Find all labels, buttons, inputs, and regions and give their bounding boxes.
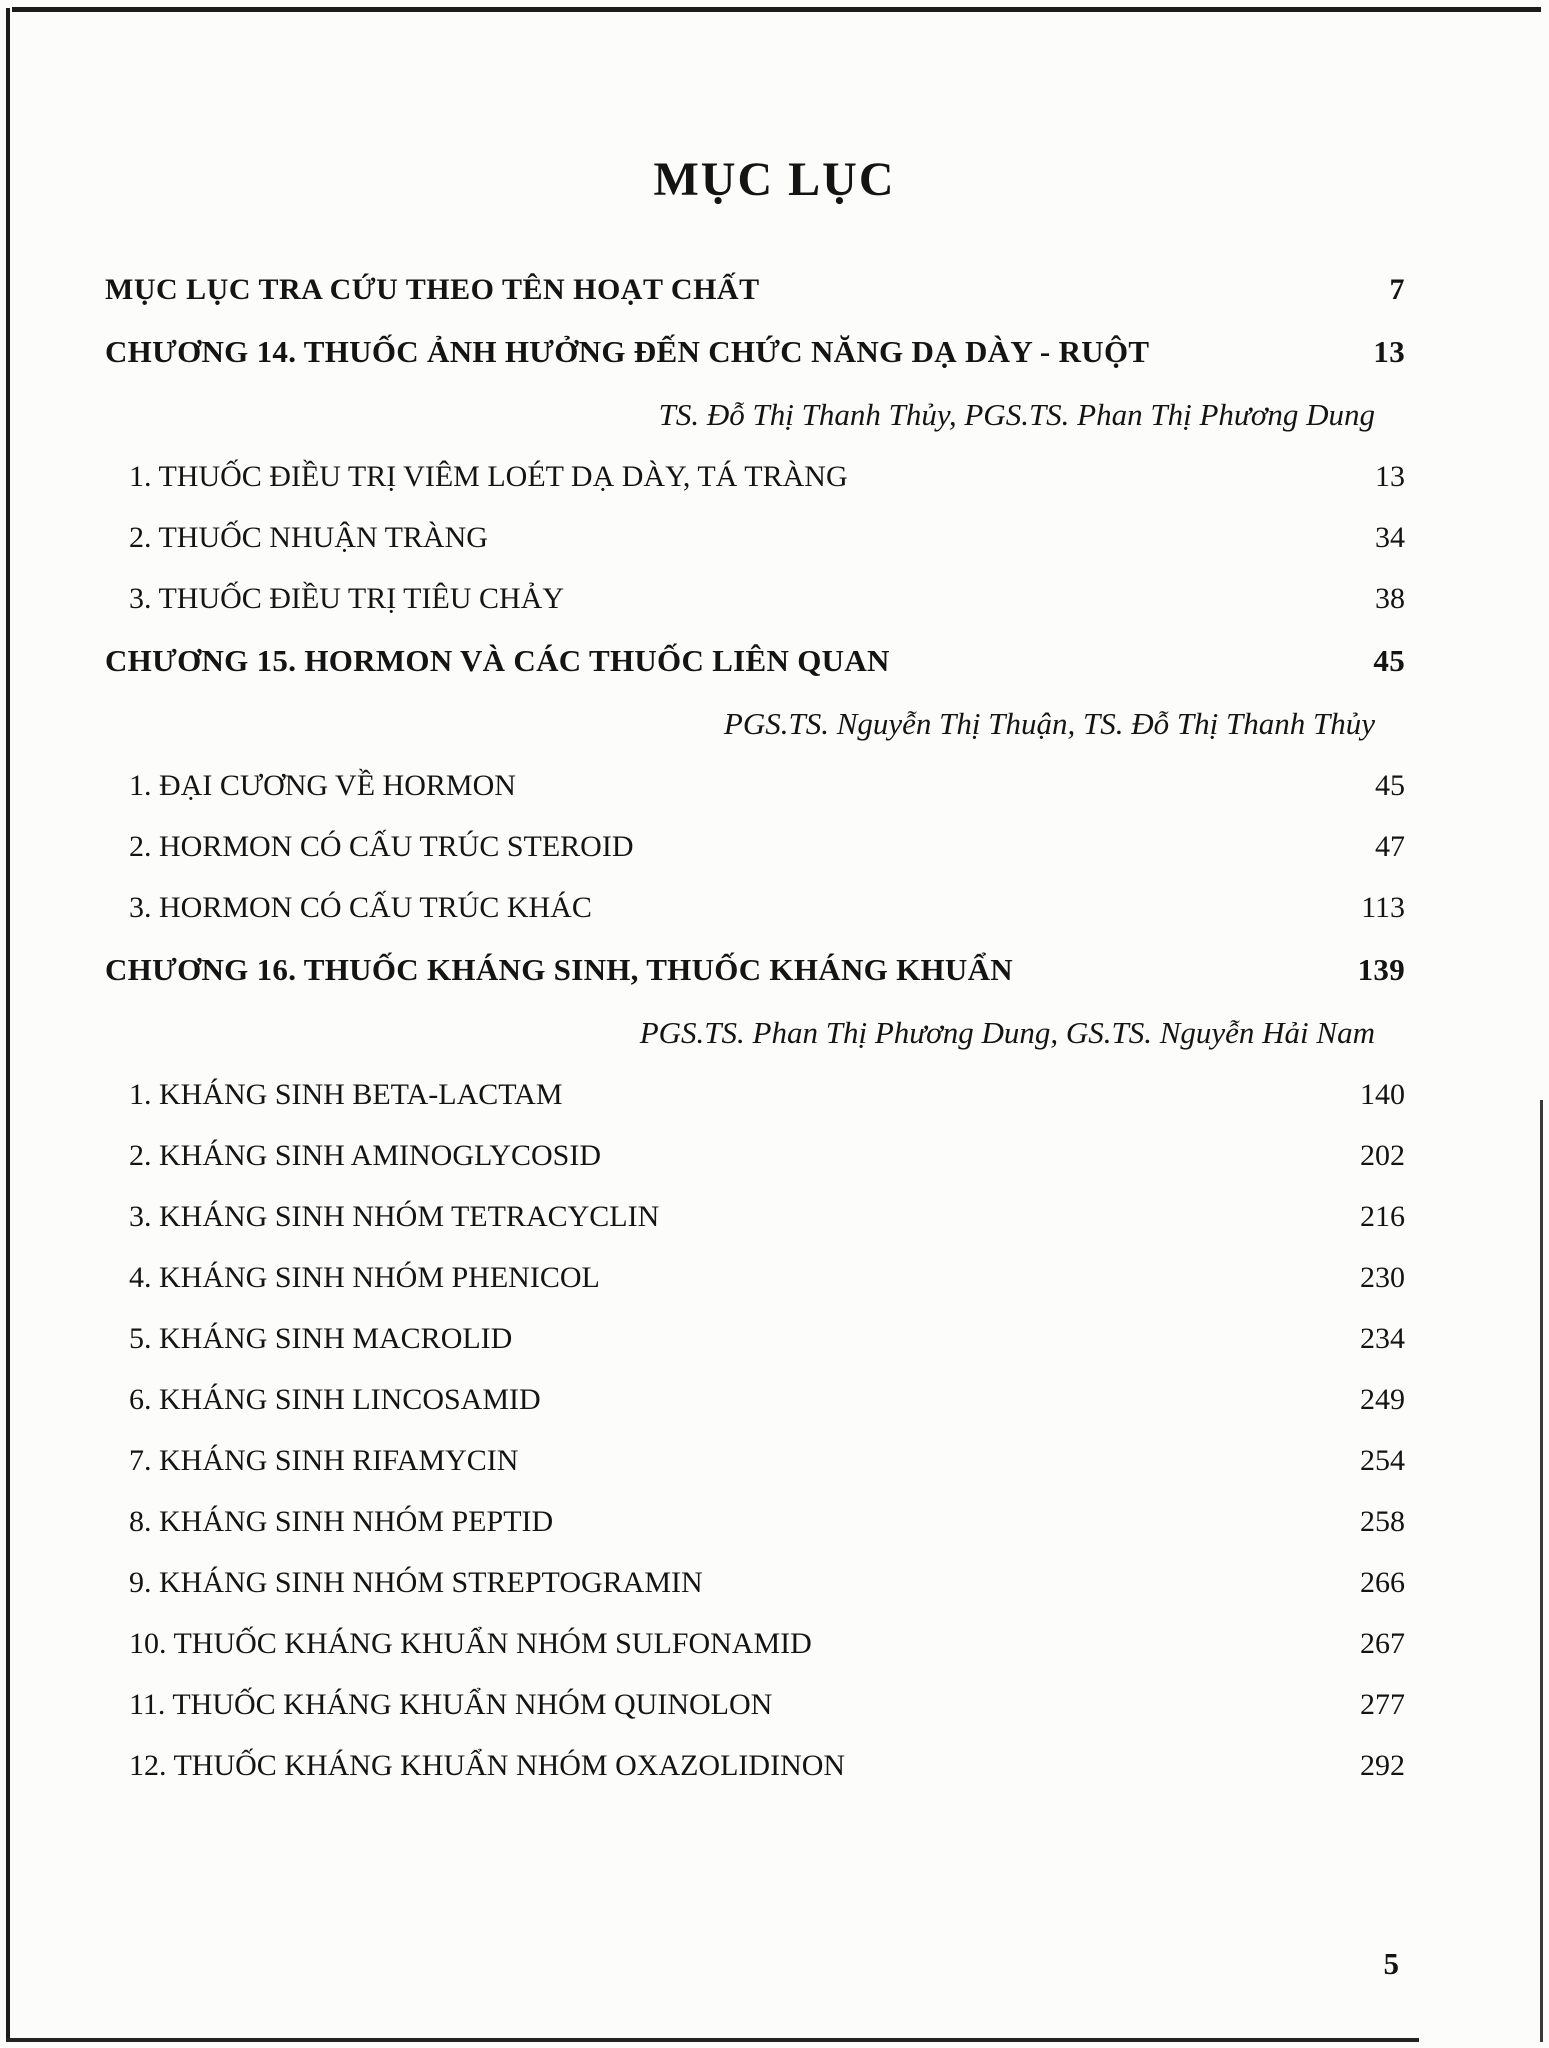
scan-edge-right [1540,1100,1543,2042]
toc-entry-page: 38 [1375,582,1405,615]
scan-edge-bottom [6,2038,1419,2042]
toc-entry-page: 34 [1375,521,1405,554]
toc-entry-label: 1. THUỐC ĐIỀU TRỊ VIÊM LOÉT DẠ DÀY, TÁ TRÀNG [129,460,848,493]
toc-entry-label: CHƯƠNG 15. HORMON VÀ CÁC THUỐC LIÊN QUAN [105,643,890,678]
toc-entry-label: 10. THUỐC KHÁNG KHUẨN NHÓM SULFONAMID [129,1627,812,1660]
page-number: 5 [1383,1946,1399,1981]
toc-entry [105,1627,1405,1661]
toc-entry-page: 267 [1360,1627,1405,1660]
toc-entry-label: 7. KHÁNG SINH RIFAMYCIN [129,1444,519,1477]
toc-entry-label: 8. KHÁNG SINH NHÓM PEPTID [129,1505,554,1538]
toc-entry [105,1505,1405,1539]
toc-entry-label: 1. ĐẠI CƯƠNG VỀ HORMON [129,769,516,802]
toc-entry-page: 139 [1357,952,1405,987]
toc-entry [105,1383,1405,1417]
toc-entry-label: 6. KHÁNG SINH LINCOSAMID [129,1383,541,1416]
toc-entry-label: 2. HORMON CÓ CẤU TRÚC STEROID [129,830,634,863]
scan-edge-left [6,8,10,2040]
toc-entry [105,521,1405,555]
toc-entry [105,1566,1405,1600]
toc-entry [105,1749,1405,1783]
toc-entry [105,1200,1405,1234]
toc-entry [105,769,1405,803]
page-title: MỤC LỤC [653,153,896,206]
toc-entry-page: 113 [1361,891,1405,924]
toc-entry [105,1688,1405,1722]
toc-entry-label: 12. THUỐC KHÁNG KHUẨN NHÓM OXAZOLIDINON [129,1749,846,1782]
toc-entry-page: 277 [1360,1688,1405,1721]
toc-entry-page: 7 [1389,273,1405,306]
toc-entry-label: 1. KHÁNG SINH BETA-LACTAM [129,1078,563,1111]
toc-entry-label: 11. THUỐC KHÁNG KHUẨN NHÓM QUINOLON [129,1688,773,1721]
toc-entry-label: 2. THUỐC NHUẬN TRÀNG [129,521,488,554]
toc-entry-label: MỤC LỤC TRA CỨU THEO TÊN HOẠT CHẤT [105,273,760,306]
toc-entry [105,582,1405,616]
toc-entry [105,1139,1405,1173]
toc-entry [105,334,1405,370]
toc-entry-page: 216 [1360,1200,1405,1233]
toc-entry [105,273,1405,307]
toc-authors-label: PGS.TS. Phan Thị Phương Dung, GS.TS. Nguyễn Hải Nam [639,1015,1375,1050]
toc-authors-label: TS. Đỗ Thị Thanh Thủy, PGS.TS. Phan Thị Phương Dung [658,397,1375,432]
toc-entry-page: 249 [1360,1383,1405,1416]
toc-entry-page: 45 [1373,643,1405,678]
toc-entry-label: 3. KHÁNG SINH NHÓM TETRACYCLIN [129,1200,660,1233]
toc-entry [105,830,1405,864]
toc-entry-page: 140 [1360,1078,1405,1111]
toc-entry-page: 202 [1360,1139,1405,1172]
toc-entry-label: 9. KHÁNG SINH NHÓM STREPTOGRAMIN [129,1566,703,1599]
toc-entry-label: CHƯƠNG 16. THUỐC KHÁNG SINH, THUỐC KHÁNG KHUẨN [105,952,1013,987]
toc-entry [105,643,1405,679]
toc-entry [105,1261,1405,1295]
toc-authors-line [105,706,1405,742]
toc-entry-label: 3. HORMON CÓ CẤU TRÚC KHÁC [129,891,592,924]
toc-entry-page: 13 [1375,460,1405,493]
toc-entry-page: 13 [1373,334,1405,369]
toc-entry-page: 45 [1375,769,1405,802]
scan-edge-top [12,7,1541,12]
toc-entry-page: 258 [1360,1505,1405,1538]
toc-entry [105,891,1405,925]
toc-entry-label: 4. KHÁNG SINH NHÓM PHENICOL [129,1261,600,1294]
toc-entry [105,1322,1405,1356]
toc-entry [105,460,1405,494]
toc-entry-page: 292 [1360,1749,1405,1782]
toc-entry-page: 47 [1375,830,1405,863]
toc-entry [105,952,1405,988]
toc-entry [105,1444,1405,1478]
toc-entry [105,1078,1405,1112]
toc-entry-page: 254 [1360,1444,1405,1477]
toc-entry-page: 266 [1360,1566,1405,1599]
toc-authors-line [105,1015,1405,1051]
toc-authors-line [105,397,1405,433]
toc-entry-page: 230 [1360,1261,1405,1294]
toc-list [105,273,1405,1783]
toc-entry-label: 3. THUỐC ĐIỀU TRỊ TIÊU CHẢY [129,582,564,615]
toc-entry-label: 5. KHÁNG SINH MACROLID [129,1322,513,1355]
toc-entry-page: 234 [1360,1322,1405,1355]
toc-entry-label: CHƯƠNG 14. THUỐC ẢNH HƯỞNG ĐẾN CHỨC NĂNG DẠ DÀY - RUỘT [105,334,1150,369]
toc-authors-label: PGS.TS. Nguyễn Thị Thuận, TS. Đỗ Thị Thanh Thủy [723,706,1375,741]
toc-entry-label: 2. KHÁNG SINH AMINOGLYCOSID [129,1139,602,1172]
